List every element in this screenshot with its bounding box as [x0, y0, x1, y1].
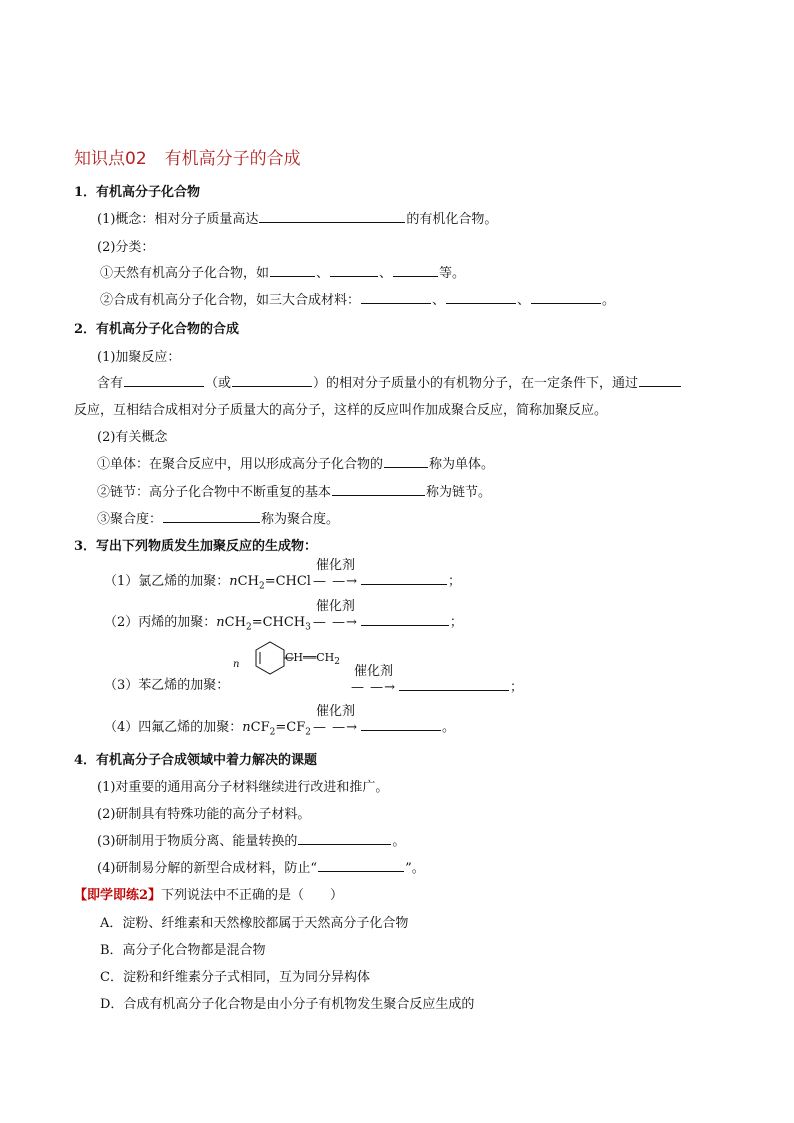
natural-post: 等。	[439, 266, 466, 281]
heading-4: 4．有机高分子合成领域中着力解决的课题	[74, 753, 318, 768]
arrow: — —→	[312, 574, 358, 589]
styrene-group	[285, 651, 340, 667]
concepts-label: (2)有关概念	[97, 430, 168, 445]
blank[interactable]	[318, 859, 404, 872]
sub: 2	[334, 657, 340, 668]
end: ；	[510, 680, 524, 695]
blank[interactable]	[330, 264, 378, 277]
monomer-post: 称为单体。	[429, 457, 495, 472]
option-b[interactable]: B．高分子化合物都是混合物	[100, 943, 266, 958]
reaction-1	[104, 558, 462, 592]
blank[interactable]	[361, 613, 449, 626]
blank[interactable]	[232, 374, 312, 387]
topic-3-post: 。	[392, 834, 406, 849]
chain-link-line	[97, 481, 491, 500]
n: n	[216, 615, 225, 630]
catalyst-label: 催化剂	[315, 704, 355, 719]
end: 。	[602, 293, 616, 308]
option-c[interactable]: C．淀粉和纤维素分子式相同，互为同分异构体	[100, 970, 370, 985]
catalyst-label: 催化剂	[354, 664, 394, 679]
arrow: — —→	[351, 680, 397, 695]
classification-label: (2)分类：	[97, 240, 155, 255]
section-code: 知识点02	[74, 149, 147, 169]
reaction-label: （1）氯乙烯的加聚：	[104, 574, 230, 589]
topic-4-post: ”。	[405, 861, 425, 876]
synthetic-pre: ②合成有机高分子化合物，如三大合成材料：	[100, 293, 361, 308]
line1-b: （或	[205, 376, 232, 391]
catalyst-label: 催化剂	[315, 558, 355, 573]
catalyst-arrow	[351, 664, 397, 695]
question-text: 下列说法中不正确的是（ ）	[161, 888, 344, 903]
blank[interactable]	[298, 832, 391, 845]
blank[interactable]	[446, 291, 516, 304]
blank[interactable]	[332, 483, 425, 496]
n-prefix: n	[233, 659, 240, 670]
sep: 、	[379, 266, 393, 281]
link-post: 称为链节。	[426, 485, 492, 500]
end: ；	[449, 615, 463, 630]
catalyst-arrow	[312, 599, 358, 630]
reaction-label: （4）四氟乙烯的加聚：	[104, 720, 243, 735]
blank[interactable]	[163, 510, 260, 523]
blank[interactable]	[270, 264, 315, 277]
formula: =CHCl	[264, 574, 311, 589]
n: n	[242, 720, 251, 735]
topic-4	[97, 857, 425, 876]
arrow: — —→	[312, 615, 358, 630]
heading-2: 2．有机高分子化合物的合成	[74, 322, 240, 337]
blank[interactable]	[361, 718, 441, 731]
synthetic-line	[100, 289, 615, 308]
formula: =CF	[275, 720, 306, 735]
exercise-tag: 【即学即练2】	[74, 888, 162, 903]
degree-pre: ③聚合度：	[97, 512, 163, 527]
natural-pre: ①天然有机高分子化合物，如	[100, 266, 270, 281]
reaction-label: （2）丙烯的加聚：	[104, 615, 217, 630]
blank[interactable]	[399, 678, 509, 691]
sub: 2	[305, 727, 311, 738]
formula: =CHCH	[251, 615, 306, 630]
option-a[interactable]: A．淀粉、纤维素和天然橡胶都属于天然高分子化合物	[100, 916, 409, 931]
blank[interactable]	[259, 210, 405, 223]
topic-2: (2)研制具有特殊功能的高分子材料。	[97, 807, 311, 822]
sub: 2	[258, 581, 265, 592]
topic-1: (1)对重要的通用高分子材料继续进行改进和推广。	[97, 780, 389, 795]
topic-4-pre: (4)研制易分解的新型合成材料，防止“	[97, 861, 318, 876]
concept-post: 的有机化合物。	[406, 212, 498, 227]
catalyst-label: 催化剂	[315, 599, 355, 614]
reaction-3-label: （3）苯乙烯的加聚：	[104, 678, 230, 693]
sub: 3	[305, 622, 311, 633]
formula: CF	[250, 720, 270, 735]
blank[interactable]	[124, 374, 204, 387]
reaction-2	[104, 599, 463, 633]
n: n	[229, 574, 238, 589]
addition-line-2: 反应，互相结合成相对分子质量大的高分子，这样的反应叫作加成聚合反应，简称加聚反应。	[74, 403, 608, 418]
addition-label: (1)加聚反应：	[97, 350, 181, 365]
monomer-line	[97, 453, 494, 472]
blank[interactable]	[361, 572, 447, 585]
blank[interactable]	[384, 455, 428, 468]
end: 。	[441, 720, 455, 735]
exercise-question	[74, 884, 343, 903]
formula: CH	[224, 615, 246, 630]
blank[interactable]	[639, 374, 681, 387]
natural-line	[100, 262, 465, 281]
blank[interactable]	[393, 264, 438, 277]
group: CH══CH	[285, 651, 335, 664]
formula: CH	[237, 574, 259, 589]
sep: 、	[316, 266, 330, 281]
reaction-3-arrow-line	[349, 664, 524, 695]
arrow: — —→	[312, 720, 358, 735]
concept-line	[97, 208, 497, 227]
option-d[interactable]: D．合成有机高分子化合物是由小分子有机物发生聚合反应生成的	[100, 997, 475, 1012]
degree-line	[97, 508, 339, 527]
line1-a: 含有	[97, 376, 124, 391]
reaction-4	[104, 704, 455, 738]
link-pre: ②链节：高分子化合物中不断重复的基本	[97, 485, 332, 500]
section-title	[74, 144, 301, 169]
topic-3	[97, 830, 405, 849]
sep: 、	[517, 293, 531, 308]
heading-3: 3．写出下列物质发生加聚反应的生成物：	[74, 539, 318, 554]
sub: 2	[269, 727, 276, 738]
blank[interactable]	[361, 291, 431, 304]
sub: 2	[245, 622, 252, 633]
end: ；	[448, 574, 462, 589]
topic-3-pre: (3)研制用于物质分离、能量转换的	[97, 834, 298, 849]
addition-line-1	[97, 372, 682, 391]
section-name: 有机高分子的合成	[164, 149, 301, 169]
concept-pre: (1)概念：相对分子质量高达	[97, 212, 259, 227]
catalyst-arrow	[312, 558, 358, 589]
sep: 、	[432, 293, 446, 308]
line1-c: ）的相对分子质量小的有机物分子，在一定条件下，通过	[313, 376, 639, 391]
blank[interactable]	[531, 291, 601, 304]
catalyst-arrow	[312, 704, 358, 735]
degree-post: 称为聚合度。	[261, 512, 340, 527]
monomer-pre: ①单体：在聚合反应中，用以形成高分子化合物的	[97, 457, 384, 472]
heading-1: 1．有机高分子化合物	[74, 185, 201, 200]
